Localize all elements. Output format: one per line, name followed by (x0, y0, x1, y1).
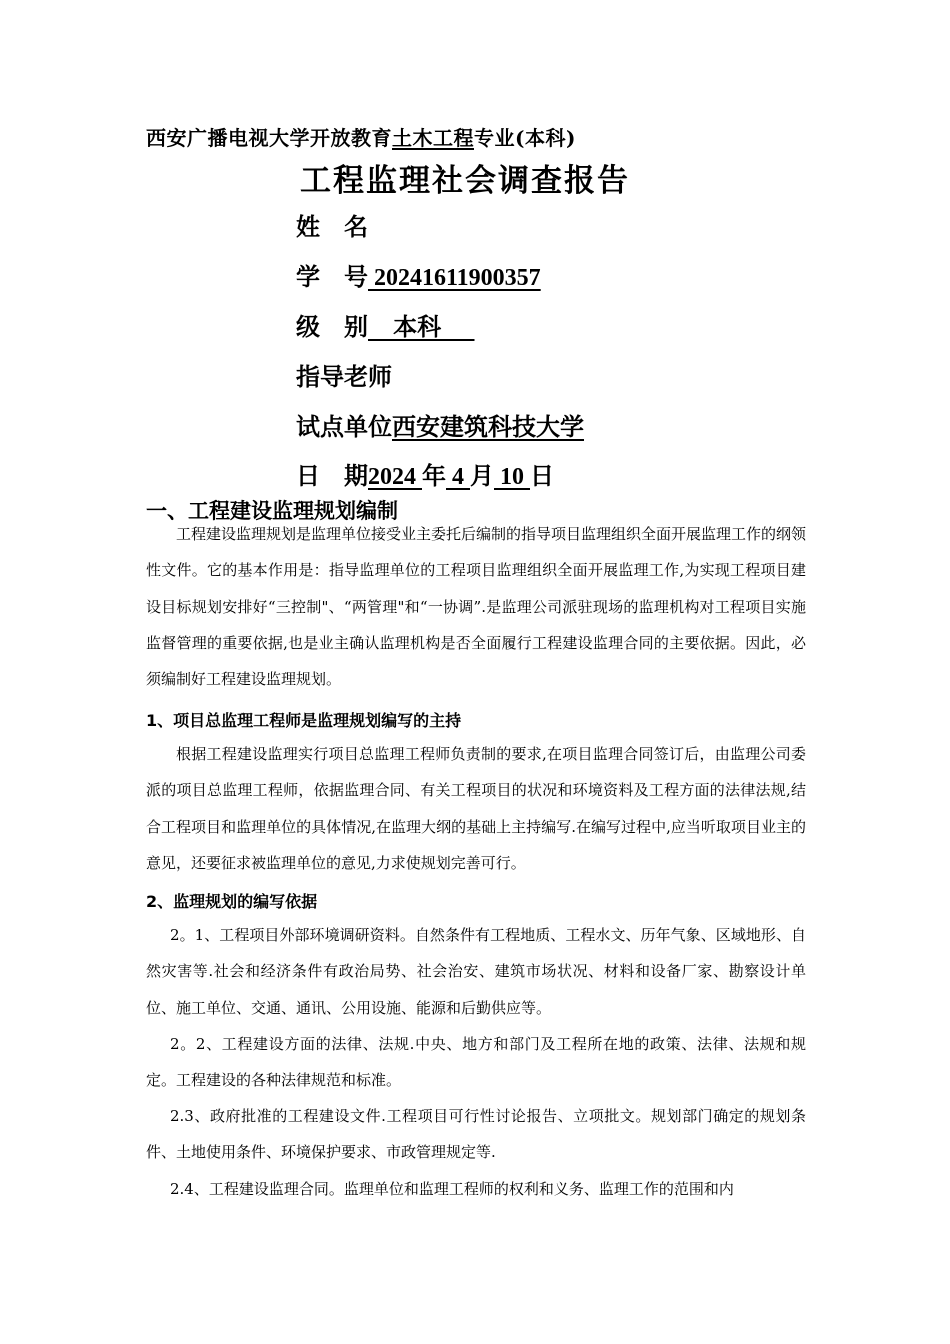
degree-type: 专业(本科) (474, 126, 576, 150)
date-row (296, 456, 554, 491)
student-id-label: 学 号 (296, 262, 368, 291)
date-month: 4 (446, 464, 470, 490)
paragraph-basis-2-3: 2.3、政府批准的工程建设文件.工程项目可行性讨论报告、立项批文。规划部门确定的规划条件、土地使用条件、环境保护要求、市政管理规定等. (146, 1107, 806, 1162)
major-name: 土木工程 (392, 126, 474, 150)
date-day: 10 (494, 464, 530, 490)
date-year-unit: 年 (422, 461, 446, 490)
paragraph-basis-2-2: 2。2、工程建设方面的法律、法规.中央、地方和部门及工程所在地的政策、法律、法规和规定。工程建设的各种法律规范和标准。 (146, 1035, 806, 1090)
student-id-value: 20241611900357 (368, 265, 541, 291)
date-label: 日 期 (296, 461, 368, 490)
paragraph-basis-2-1: 2。1、工程项目外部环境调研资料。自然条件有工程地质、工程水文、历年气象、区域地形、自然灾害等.社会和经济条件有政治局势、社会治安、建筑市场状况、材料和设备厂家、勘察设计单位、施工单位、交通、通讯、公用设施、能源和后勤供应等。 (146, 926, 806, 1017)
paragraph-basis-2-4: 2.4、工程建设监理合同。监理单位和监理工程师的权利和义务、监理工作的范围和内 (170, 1180, 734, 1198)
paragraph-intro: 工程建设监理规划是监理单位接受业主委托后编制的指导项目监理组织全面开展监理工作的纲领性文件。它的基本作用是：指导监理单位的工程项目监理组织全面开展监理工作,为实现工程项目建设目标规划安排好“三控制"、“两管理"和“一协调”.是监理公司派驻现场的监理机构对工程项目实施监督管理的重要依据,也是业主确认监理机构是否全面履行工程建设监理合同的主要依据。因此，必须编制好工程建设监理规划。 (146, 525, 807, 689)
unit-label: 试点单位 (296, 412, 392, 441)
subsection-1-heading: 1、项目总监理工程师是监理规划编写的主持 (146, 711, 462, 730)
advisor-row (296, 357, 392, 392)
level-row (296, 307, 475, 342)
unit-row (296, 407, 584, 442)
student-id-row (296, 257, 541, 292)
date-day-unit: 日 (530, 461, 554, 490)
university-name: 西安广播电视大学开放教育 (146, 126, 392, 150)
level-label: 级 别 (296, 312, 368, 341)
paragraph-chief-engineer: 根据工程建设监理实行项目总监理工程师负责制的要求,在项目监理合同签订后，由监理公司委派的项目总监理工程师，依据监理合同、有关工程项目的状况和环境资料及工程方面的法律法规,结合工程项目和监理单位的具体情况,在监理大纲的基础上主持编写.在编写过程中,应当听取项目业主的意见，还要征求被监理单位的意见,力求使规划完善可行。 (146, 745, 806, 872)
name-row (296, 207, 368, 242)
report-title: 工程监理社会调查报告 (300, 163, 630, 199)
university-line (146, 122, 576, 151)
name-label: 姓 名 (296, 212, 368, 241)
advisor-label: 指导老师 (296, 362, 392, 391)
unit-value: 西安建筑科技大学 (392, 412, 584, 441)
subsection-2-heading: 2、监理规划的编写依据 (146, 892, 318, 911)
level-value: 本科 (368, 312, 475, 341)
section-1-heading: 一、工程建设监理规划编制 (146, 499, 398, 523)
date-month-unit: 月 (470, 461, 494, 490)
date-year: 2024 (368, 464, 422, 490)
